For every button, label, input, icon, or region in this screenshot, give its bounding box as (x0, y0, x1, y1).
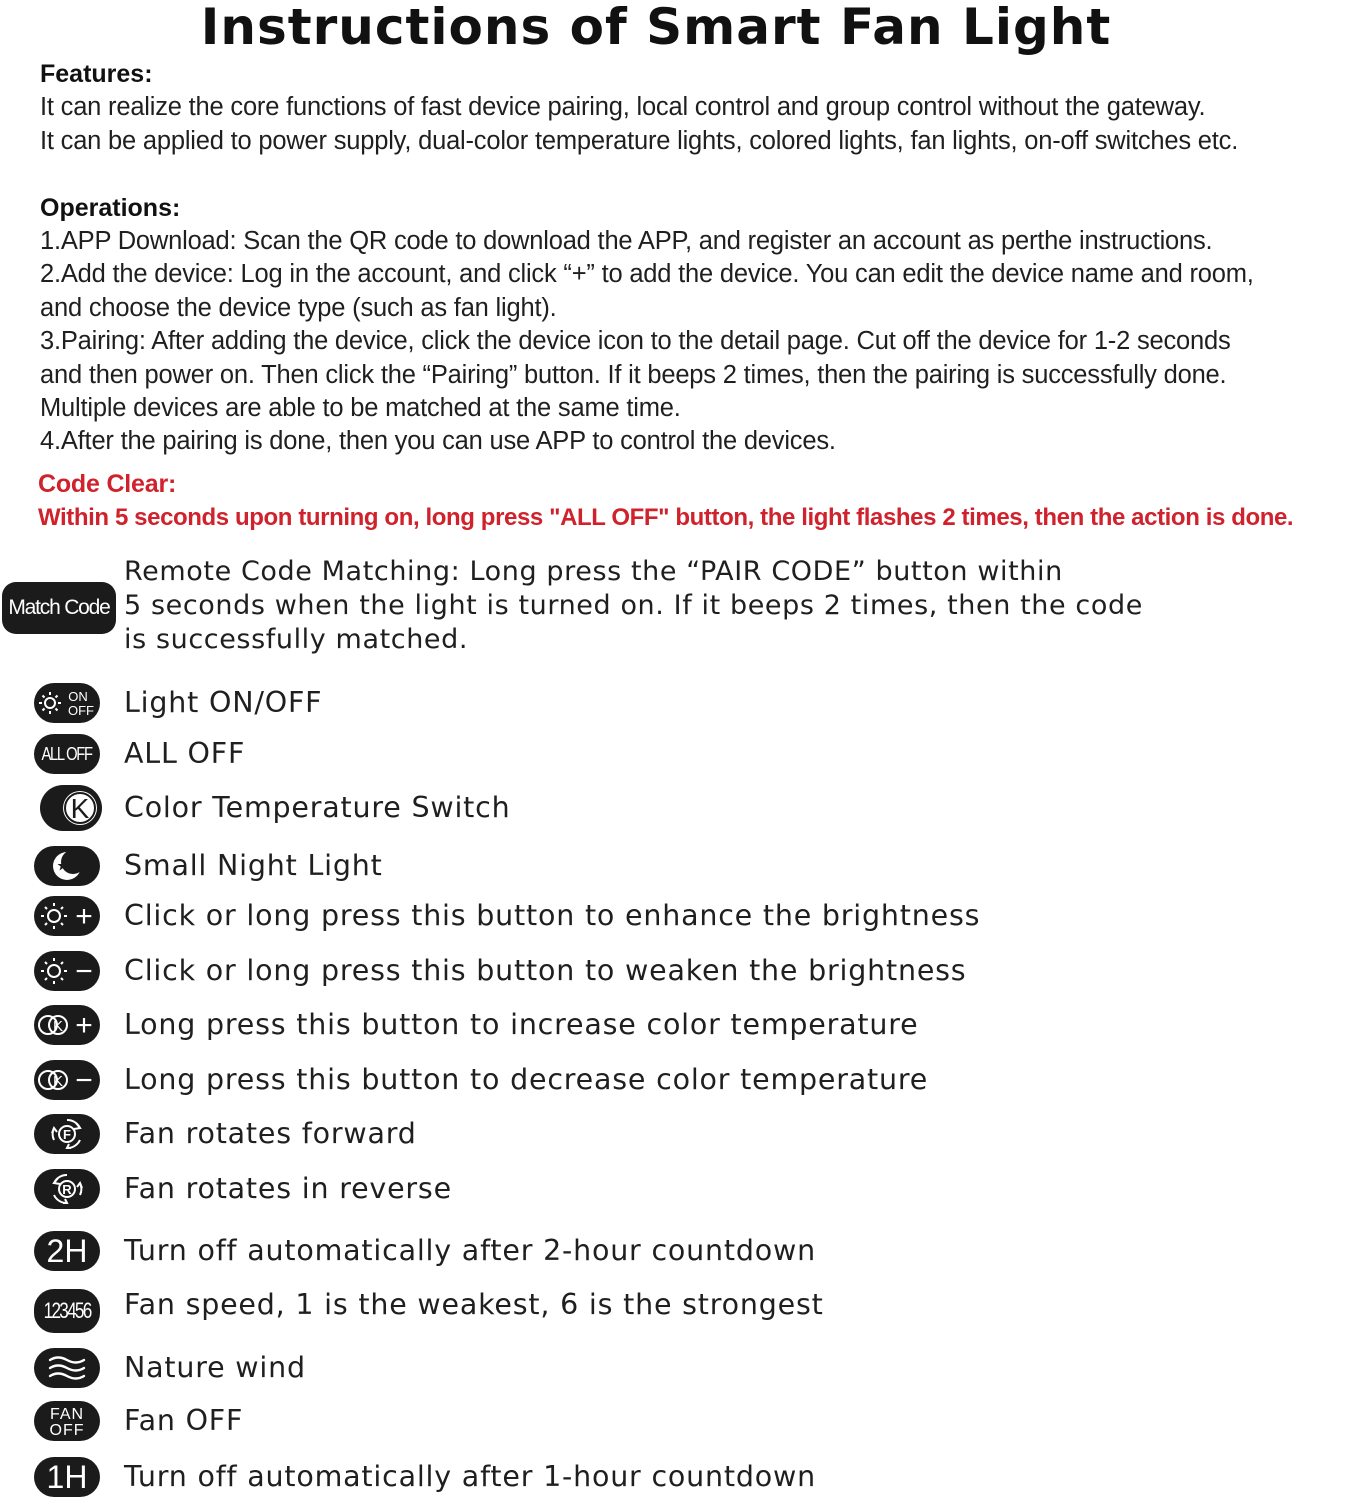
timer-2h-text: 2H (46, 1232, 88, 1269)
button-description: Turn off automatically after 1-hour countdown (124, 1460, 816, 1493)
all-off-icon (34, 734, 100, 774)
operations-line: 1.APP Download: Scan the QR code to download the APP, and register an account as perthe instructions. (40, 227, 1213, 255)
button-description: ALL OFF (124, 737, 246, 770)
match-code-button: Match Code (2, 582, 116, 634)
button-description: Nature wind (124, 1351, 306, 1384)
off-label: OFF (49, 1422, 85, 1439)
button-row-light-on-off (0, 680, 1000, 726)
code-clear-text: Within 5 seconds upon turning on, long press "ALL OFF" button, the light flashes 2 times, then the action is done. (38, 504, 1294, 531)
all-off-badge-text: ALL OFF (41, 743, 93, 764)
minus-sign: − (75, 1064, 93, 1097)
f-letter: F (63, 1127, 71, 1142)
color-temp-up-icon (34, 1005, 100, 1045)
fan-reverse-icon (34, 1169, 100, 1209)
button-row-all-off (0, 731, 1000, 777)
brightness-down-icon (34, 951, 100, 991)
match-code-description (124, 555, 1224, 657)
operations-line: 3.Pairing: After adding the device, click the device icon to the detail page. Cut off the device for 1-2 seconds (40, 327, 1231, 355)
fan-off-icon (34, 1401, 100, 1441)
features-heading: Features: (40, 60, 153, 88)
button-description: Small Night Light (124, 849, 383, 882)
light-on-label: ON (68, 689, 88, 704)
color-temperature-k-icon (40, 785, 102, 831)
operations-line: Multiple devices are able to be matched at the same time. (40, 394, 681, 422)
button-row-color-temp-up (0, 1002, 1000, 1048)
color-temp-down-icon (34, 1060, 100, 1100)
button-row-fan-reverse (0, 1166, 1000, 1212)
timer-1h-text: 1H (46, 1458, 88, 1495)
button-row-fan-speed (0, 1282, 1000, 1328)
button-description: Long press this button to decrease color temperature (124, 1063, 929, 1096)
nature-wind-icon (34, 1348, 100, 1388)
button-row-timer-2h (0, 1228, 1000, 1274)
button-row-color-temp-down (0, 1057, 1000, 1103)
k-letter: K (52, 1073, 64, 1090)
light-off-label: OFF (68, 703, 94, 718)
button-description: Turn off automatically after 2-hour countdown (124, 1234, 816, 1267)
operations-line: and choose the device type (such as fan light). (40, 294, 557, 322)
button-row-fan-off (0, 1398, 1000, 1444)
operations-line: 2.Add the device: Log in the account, and click “+” to add the device. You can edit the device name and room, (40, 260, 1254, 288)
light-on-off-icon (34, 683, 100, 723)
code-clear-heading: Code Clear: (38, 470, 177, 498)
fan-forward-icon (34, 1114, 100, 1154)
fan-label: FAN (49, 1406, 85, 1423)
operations-line: and then power on. Then click the “Pairing” button. If it beeps 2 times, then the pairing is successfully done. (40, 361, 1227, 389)
k-letter: K (52, 1018, 64, 1035)
minus-sign: − (75, 955, 93, 988)
plus-sign: + (75, 1009, 93, 1042)
button-description: Click or long press this button to weaken the brightness (124, 954, 967, 987)
timer-1h-icon (34, 1457, 100, 1497)
button-description: Fan speed, 1 is the weakest, 6 is the strongest (124, 1288, 824, 1321)
button-description: Light ON/OFF (124, 686, 323, 719)
button-row-fan-forward (0, 1111, 1000, 1157)
page-title: Instructions of Smart Fan Light (200, 0, 1112, 56)
brightness-up-icon (34, 896, 100, 936)
timer-2h-icon (34, 1231, 100, 1271)
features-line: It can be applied to power supply, dual-color temperature lights, colored lights, fan lights, on-off switches etc. (40, 127, 1239, 155)
button-description: Click or long press this button to enhance the brightness (124, 899, 981, 932)
match-code-line: 5 seconds when the light is turned on. If it beeps 2 times, then the code (124, 590, 1143, 621)
r-letter: R (62, 1182, 72, 1197)
fan-speed-icon (34, 1289, 100, 1333)
button-row-brightness-down (0, 948, 1000, 994)
match-code-line: Remote Code Matching: Long press the “PAIR CODE” button within (124, 556, 1063, 587)
button-row-color-temperature (0, 785, 1000, 831)
fan-speed-text: 123456 (43, 1298, 91, 1323)
operations-line: 4.After the pairing is done, then you can use APP to control the devices. (40, 427, 836, 455)
plus-sign: + (75, 900, 93, 933)
button-row-timer-1h (0, 1454, 1000, 1500)
k-letter: K (70, 793, 90, 824)
button-description: Long press this button to increase color temperature (124, 1008, 919, 1041)
match-code-line: is successfully matched. (124, 624, 469, 655)
button-row-nature-wind (0, 1345, 1000, 1391)
button-row-night-light (0, 843, 1000, 889)
button-description: Fan rotates in reverse (124, 1172, 452, 1205)
button-description: Color Temperature Switch (124, 791, 511, 824)
night-light-moon-icon (34, 846, 100, 886)
features-line: It can realize the core functions of fast device pairing, local control and group control without the gateway. (40, 93, 1206, 121)
button-description: Fan rotates forward (124, 1117, 417, 1150)
button-description: Fan OFF (124, 1404, 244, 1437)
button-row-brightness-up (0, 893, 1000, 939)
operations-heading: Operations: (40, 194, 181, 222)
